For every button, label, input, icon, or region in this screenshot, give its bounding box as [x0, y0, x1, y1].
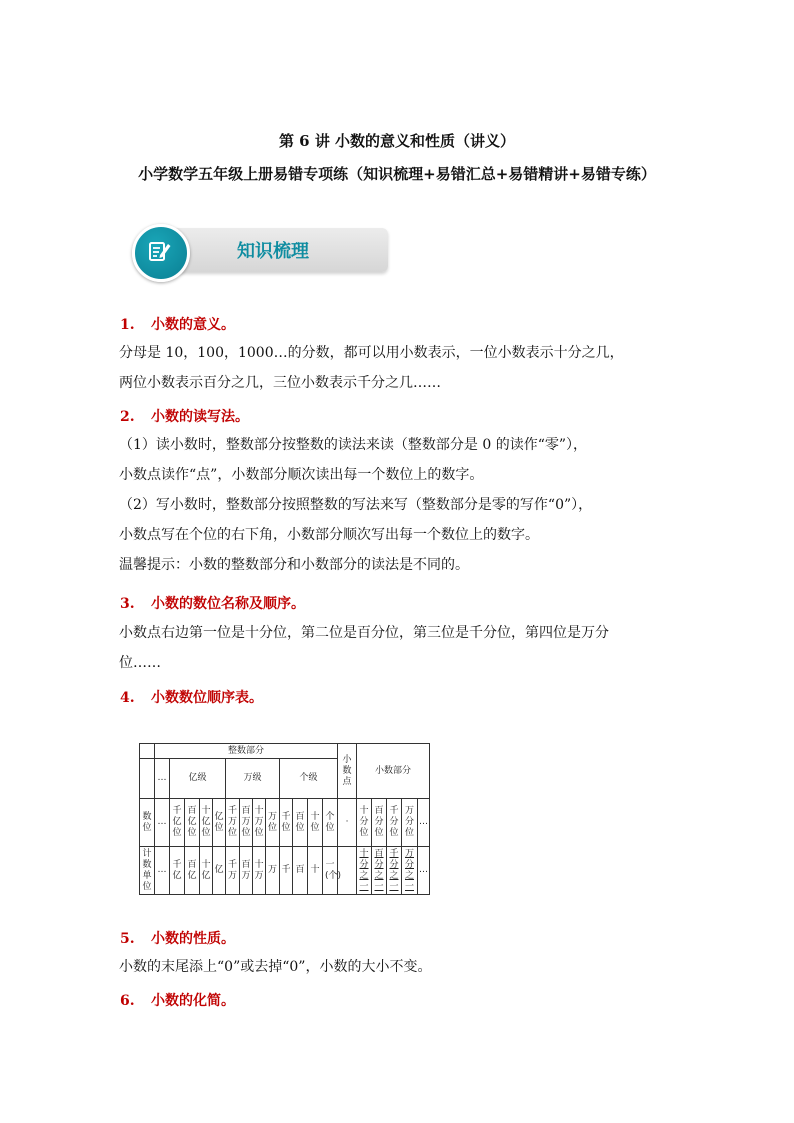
decimal-point-header: 小数点 [338, 744, 357, 799]
unit-cell: 十 [308, 847, 323, 895]
unit-cell: 百亿 [185, 847, 200, 895]
unit-cell: 百 [293, 847, 308, 895]
unit-cell: 十分之一 [357, 847, 372, 895]
section-heading-1: 1. 小数的意义。 [120, 317, 235, 333]
section-heading-3: 3. 小数的数位名称及顺序。 [120, 596, 305, 612]
row-label-place: 数位 [140, 799, 155, 847]
unit-cell: 亿 [213, 847, 226, 895]
place-cell: 千位 [280, 799, 293, 847]
section-text-3: 小数点右边第一位是十分位，第二位是百分位，第三位是千分位，第四位是万分 位…… [119, 625, 609, 671]
decimal-point-dot: · [338, 799, 357, 847]
banner-label: 知识梳理 [237, 241, 309, 262]
level-wan: 万级 [226, 759, 280, 799]
unit-cell: 千分之一 [387, 847, 402, 895]
place-cell: 百分位 [372, 799, 387, 847]
place-cell: 十亿位 [200, 799, 213, 847]
place-cell: 百万位 [240, 799, 253, 847]
decimal-part-header: 小数部分 [357, 744, 430, 799]
place-cell: 千分位 [387, 799, 402, 847]
section-heading-6: 6. 小数的化简。 [120, 993, 235, 1009]
unit-cell: 万分之一 [402, 847, 418, 895]
section-text-5: 小数的末尾添上“0”或去掉“0”，小数的大小不变。 [119, 959, 432, 975]
place-cell: 十万位 [253, 799, 266, 847]
level-yi: 亿级 [170, 759, 226, 799]
unit-ellipsis-left: … [155, 847, 170, 895]
level-ellipsis: … [155, 759, 170, 799]
section-heading-4: 4. 小数数位顺序表。 [120, 690, 263, 706]
unit-cell: 一(个) [323, 847, 338, 895]
unit-cell: 十亿 [200, 847, 213, 895]
section-heading-2: 2. 小数的读写法。 [120, 409, 249, 425]
unit-ellipsis-right: … [418, 847, 430, 895]
unit-cell: 十万 [253, 847, 266, 895]
place-ellipsis-left: … [155, 799, 170, 847]
corner-cell [140, 744, 155, 759]
section-heading-5: 5. 小数的性质。 [120, 931, 235, 947]
corner-cell-2 [140, 759, 155, 799]
row-label-unit: 计数单位 [140, 847, 155, 895]
decimal-place-table [139, 743, 430, 895]
unit-cell: 千万 [226, 847, 240, 895]
integer-part-header: 整数部分 [155, 744, 338, 759]
banner-badge [132, 224, 190, 282]
place-cell: 十分位 [357, 799, 372, 847]
place-cell: 万分位 [402, 799, 418, 847]
document-subtitle: 小学数学五年级上册易错专项练（知识梳理+易错汇总+易错精讲+易错专练） [138, 165, 656, 183]
place-cell: 千万位 [226, 799, 240, 847]
unit-cell: 万 [266, 847, 280, 895]
place-cell: 百亿位 [185, 799, 200, 847]
section-text-2: （1）读小数时，整数部分按整数的读法来读（整数部分是 0 的读作“零”）， 小数点读作“点”，小数部分顺次读出每一个数位上的数字。 （2）写小数时，整数部分按照整数的写法来写（整数部分是零的写作“0”）， 小数点写在个位的右下角，小数部分顺次写出每一个数位上的数字。 温馨提示：小数的整数部分和小数部分的读法是不同的。 [119, 437, 593, 573]
unit-cell: 千亿 [170, 847, 185, 895]
unit-cell: 千 [280, 847, 293, 895]
level-ge: 个级 [280, 759, 338, 799]
place-ellipsis-right: … [418, 799, 430, 847]
place-cell: 万位 [266, 799, 280, 847]
edit-note-icon [148, 239, 172, 263]
place-cell: 亿位 [213, 799, 226, 847]
place-cell: 个位 [323, 799, 338, 847]
place-cell: 十位 [308, 799, 323, 847]
unit-cell: 百万 [240, 847, 253, 895]
place-cell: 千亿位 [170, 799, 185, 847]
unit-cell: 百分之一 [372, 847, 387, 895]
document-title: 第 6 讲 小数的意义和性质（讲义） [278, 132, 516, 150]
section-banner [132, 226, 390, 276]
section-text-1: 分母是 10，100，1000…的分数，都可以用小数表示，一位小数表示十分之几， 两位小数表示百分之几，三位小数表示千分之几…… [119, 345, 624, 391]
place-cell: 百位 [293, 799, 308, 847]
